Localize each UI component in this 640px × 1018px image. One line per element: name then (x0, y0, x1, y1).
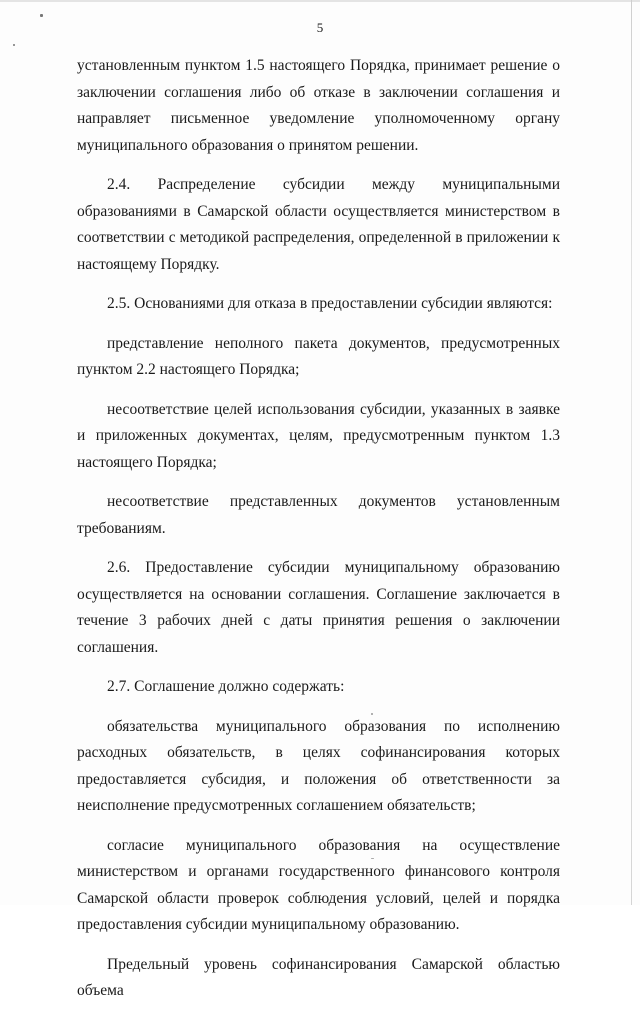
paragraph: несоответствие представленных документов установленным требованиям. (77, 493, 560, 537)
paragraph: 2.4. Распределение субсидии между муниципальными образованиями в Самарской области осуществляется министерством в соответствии с методикой распределения, определенной в приложении к настоящему Порядку. (77, 176, 560, 273)
scan-top-edge (0, 0, 640, 2)
scan-right-edge (631, 0, 632, 905)
paragraph: несоответствие целей использования субсидии, указанных в заявке и приложенных документах, целям, предусмотренным пунктом 1.3 настоящего Порядка; (77, 400, 560, 471)
scan-speck (40, 14, 43, 17)
paragraph: обязательства муниципального образования по исполнению расходных обязательств, в целях софинансирования которых предоставляется субсидия, и положения об ответственности за неисполнение предусмотренных соглашением обязательств; (77, 717, 560, 814)
scan-speck (13, 44, 15, 46)
paragraph: 2.7. Соглашение должно содержать: (107, 678, 345, 695)
paragraph: Предельный уровень софинансирования Самарской областью объема (77, 955, 560, 999)
paragraph: 2.6. Предоставление субсидии муниципальному образованию осуществляется на основании соглашения. Соглашение заключается в течение 3 рабочих дней с даты принятия решения о заключении соглашения. (77, 559, 560, 656)
document-body (77, 53, 560, 1018)
paragraph: согласие муниципального образования на осуществление министерством и органами государственного финансового контроля Самарской области проверок соблюдения условий, целей и порядка предоставления субсидии муниципальному образованию. (77, 836, 560, 933)
paragraph: 2.5. Основаниями для отказа в предоставлении субсидии являются: (107, 295, 553, 312)
page-number: 5 (316, 20, 324, 35)
paragraph: представление неполного пакета документов, предусмотренных пунктом 2.2 настоящего Порядка; (77, 334, 560, 378)
paragraph: установленным пунктом 1.5 настоящего Порядка, принимает решение о заключении соглашения либо об отказе в заключении соглашения и направляет письменное уведомление уполномоченному органу муниципального образования о принятом решении. (77, 57, 560, 154)
